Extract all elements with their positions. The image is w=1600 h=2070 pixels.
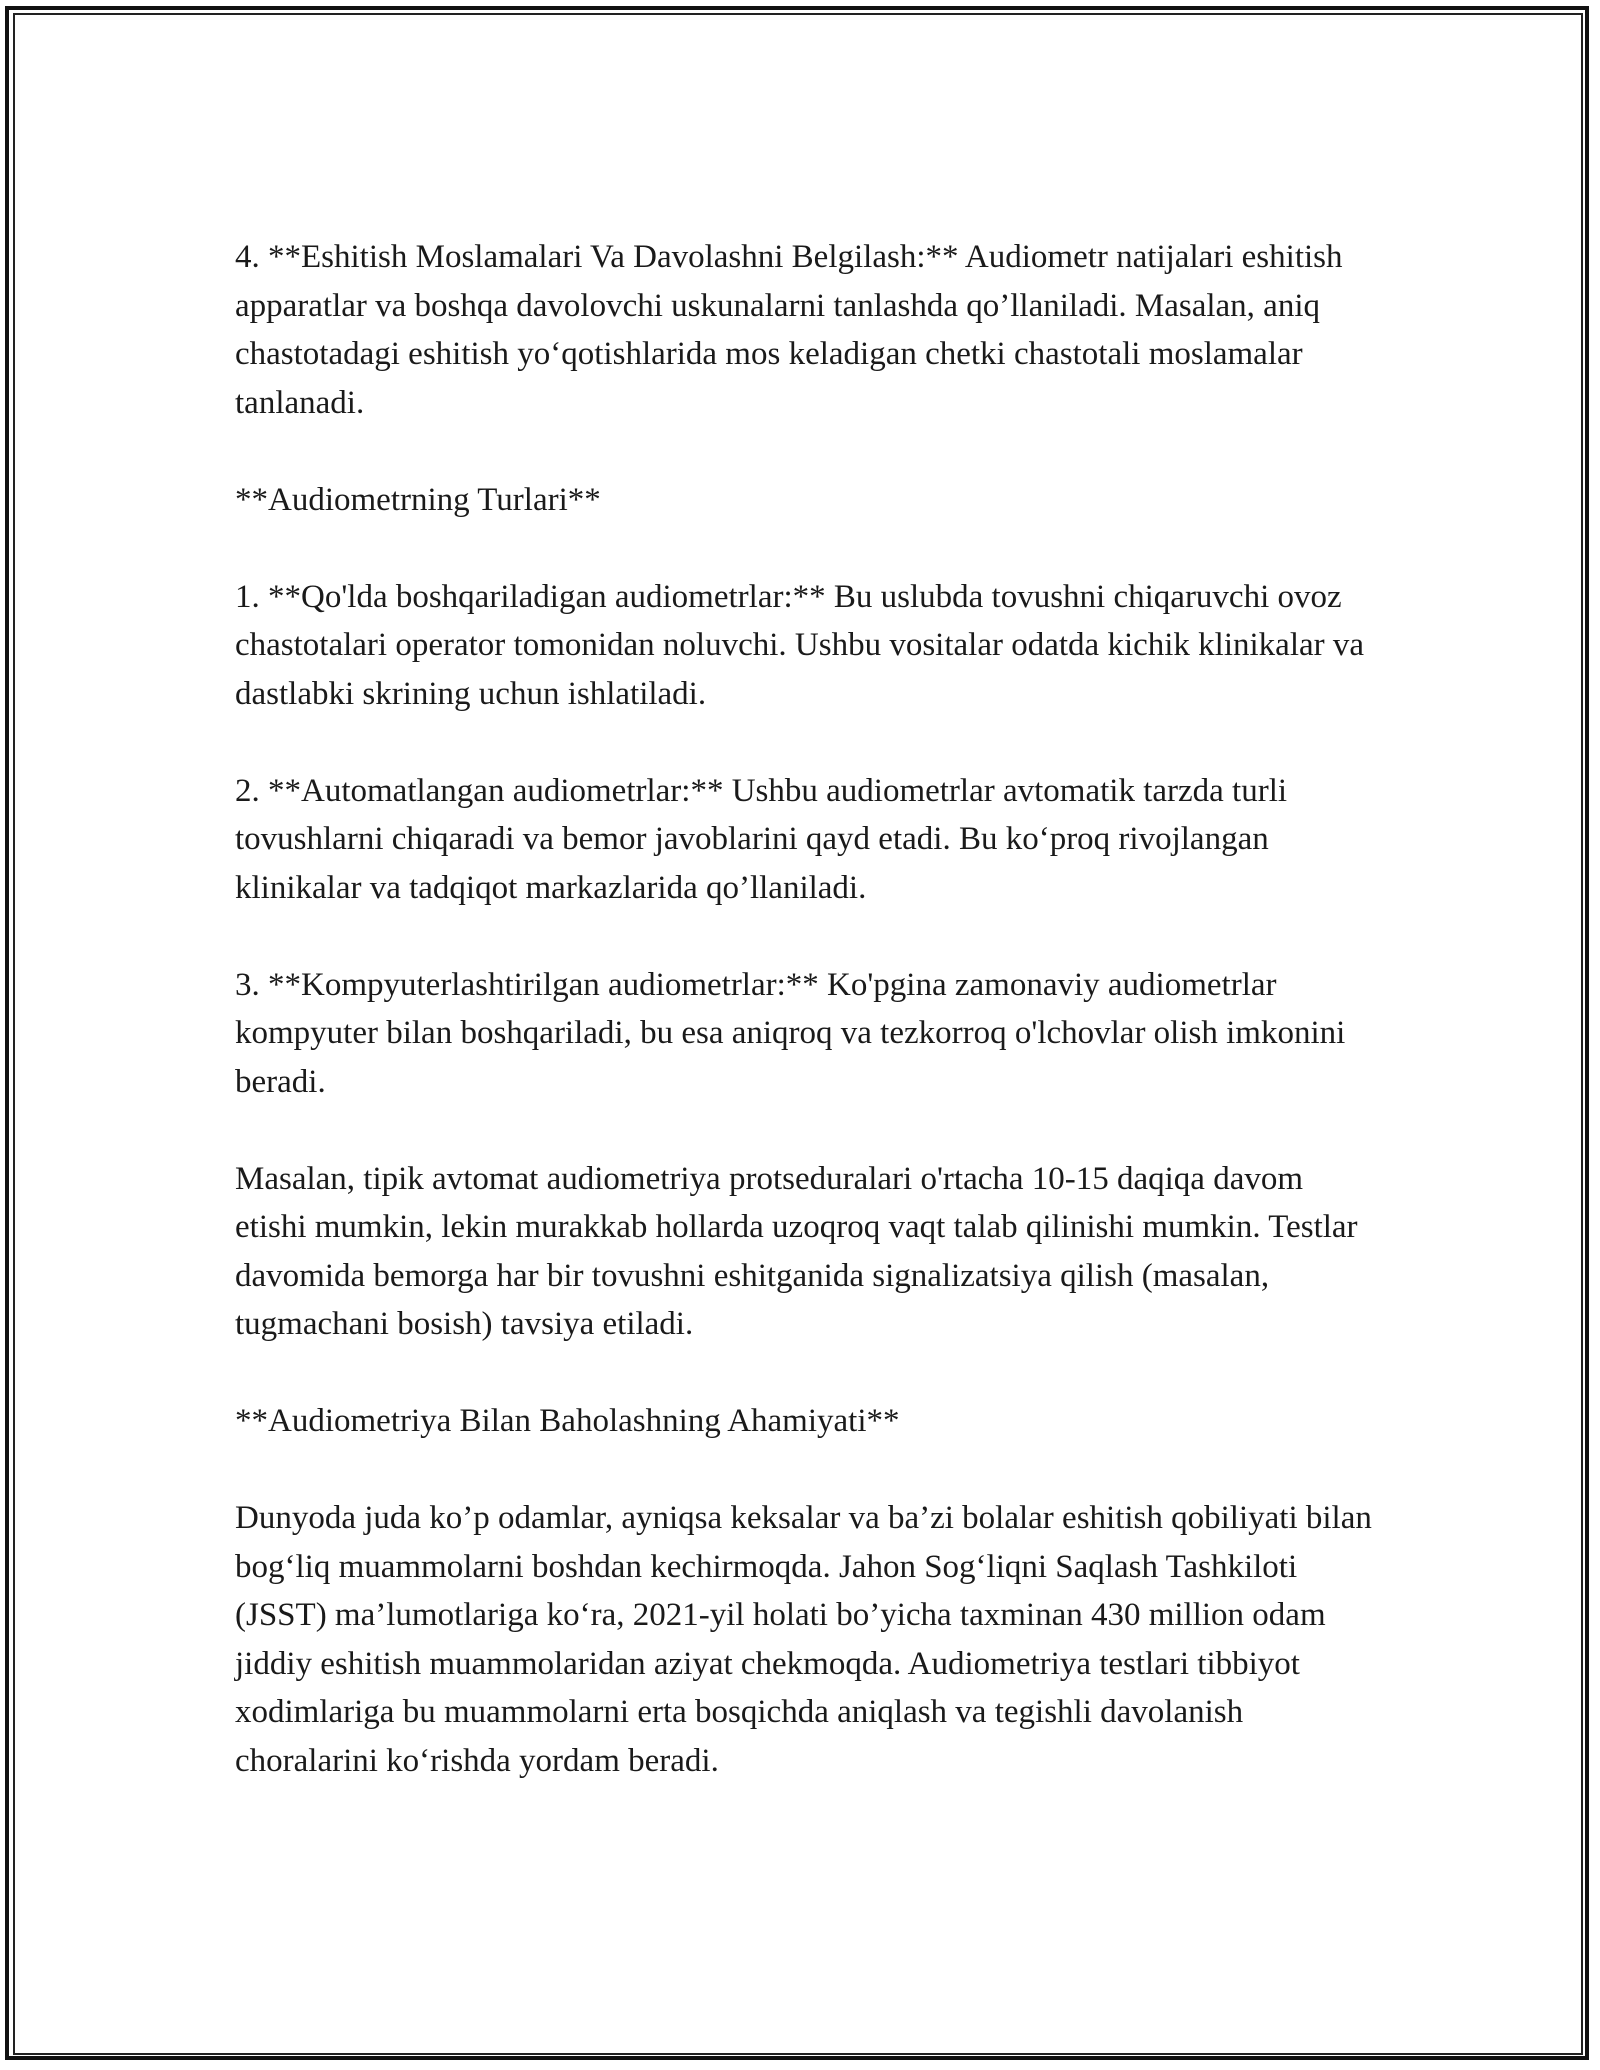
paragraph-procedure-duration: Masalan, tipik avtomat audiometriya protseduralari o'rtacha 10-15 daqiqa davom etishi mumkin, lekin murakkab hollarda uzoqroq vaqt talab qilinishi mumkin. Testlar davomida bemorga har bir tovushni eshitganida signalizatsiya qilish (masalan, tugmachani bosish) tavsiya etiladi.: [235, 1160, 1358, 1342]
heading-assessment-importance: **Audiometriya Bilan Baholashning Ahamiyati**: [235, 1403, 900, 1439]
paragraph-hearing-devices: 4. **Eshitish Moslamalari Va Davolashni Belgilash:** Audiometr natijalari eshitish apparatlar va boshqa davolovchi uskunalarni tanlashda qo’llaniladi. Masalan, aniq chastotadagi eshitish yoʻqotishlarida mos keladigan chetki chastotali moslamalar tanlanadi.: [235, 239, 1343, 421]
paragraph-computerized-audiometers: 3. **Kompyuterlashtirilgan audiometrlar:** Ko'pgina zamonaviy audiometrlar kompyuter bilan boshqariladi, bu esa aniqroq va tezkorroq o'lchovlar olish imkonini beradi.: [235, 966, 1346, 1100]
paragraph-manual-audiometers: 1. **Qo'lda boshqariladigan audiometrlar:** Bu uslubda tovushni chiqaruvchi ovoz chastotalari operator tomonidan noluvchi. Ushbu vositalar odatda kichik klinikalar va dastlabki skrining uchun ishlatiladi.: [235, 578, 1365, 712]
document-body: [235, 233, 1375, 1785]
heading-audiometer-types: **Audiometrning Turlari**: [235, 481, 601, 518]
paragraph-automated-audiometers: 2. **Automatlangan audiometrlar:** Ushbu audiometrlar avtomatik tarzda turli tovushlarni chiqaradi va bemor javoblarini qayd etadi. Bu koʻproq rivojlangan klinikalar va tadqiqot markazlarida qo’llaniladi.: [235, 772, 1288, 906]
paragraph-world-statistics: Dunyoda juda ko’p odamlar, ayniqsa keksalar va ba’zi bolalar eshitish qobiliyati bilan bogʻliq muammolarni boshdan kechirmoqda. Jahon Sogʻliqni Saqlash Tashkiloti (JSST) ma’lumotlariga koʻra, 2021-yil holati bo’yicha taxminan 430 million odam jiddiy eshitish muammolaridan aziyat chekmoqda. Audiometriya testlari tibbiyot xodimlariga bu muammolarni erta bosqichda aniqlash va tegishli davolanish choralarini koʻrishda yordam beradi.: [235, 1500, 1372, 1779]
